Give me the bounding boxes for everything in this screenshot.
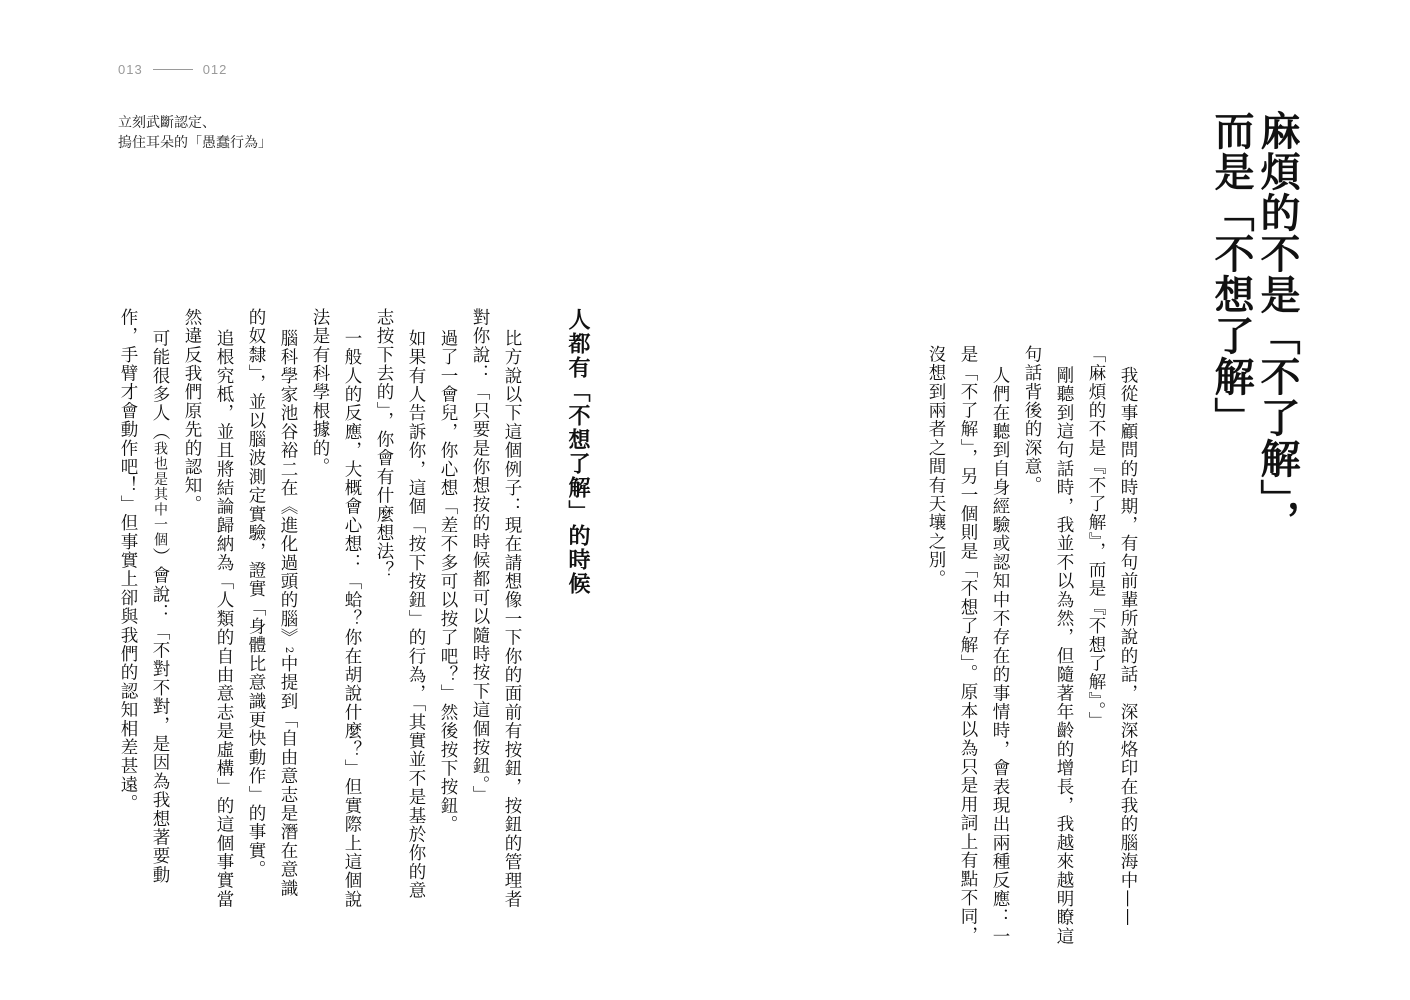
chapter-title-line-2: 而是「不想了解」: [1208, 110, 1255, 438]
body-line: 我從事顧問的時期，有句前輩所說的話，深深烙印在我的腦海中——: [1118, 366, 1138, 927]
body-line: 的奴隸」，並以腦波測定實驗，證實「身體比意識更快動作」的事實。: [246, 308, 266, 879]
page-number-rule: [153, 69, 193, 70]
running-head-line-2: 摀住耳朵的「愚蠢行為」: [118, 135, 272, 151]
chapter-title-line-1: 麻煩的不是「不了解」，: [1254, 110, 1301, 541]
body-line: 追根究柢，並且將結論歸納為「人類的自由意志是虛構」的這個事實當: [214, 329, 234, 909]
body-line: 然違反我們原先的認知。: [182, 308, 202, 514]
page-number-left: 013: [118, 62, 143, 77]
running-head-line-1: 立刻武斷認定、: [118, 115, 216, 131]
body-line: 對你說：「只要是你想按的時候都可以隨時按下這個按鈕。」: [470, 308, 490, 805]
page-number-header: [118, 62, 227, 77]
running-head: [118, 113, 272, 153]
body-line: 是「不了解」，另一個則是「不想了解」。原本以為只是用詞上有點不同，: [958, 345, 978, 945]
body-line: 人們在聽到自身經驗或認知中不存在的事情時，會表現出兩種反應：一: [990, 366, 1010, 946]
body-line: 句話背後的深意。: [1022, 345, 1042, 495]
body-line: 作，手臂才會動作吧！」但事實上卻與我們的認知相差甚遠。: [118, 308, 138, 813]
body-line: [272, 308, 304, 908]
body-text-segment: ）會說：「不對不對，是因為我想著要動: [150, 547, 170, 885]
aside-small-text: 我也是其中一個: [152, 441, 168, 548]
body-line: 過了一會兒，你心想「差不多可以按了吧？」然後按下按鈕。: [438, 329, 458, 834]
body-line: 如果有人告訴你，這個「按下按鈕」的行為，「其實並不是基於你的意: [406, 329, 426, 900]
right-body-text: [920, 345, 1144, 946]
chapter-title: [1200, 110, 1300, 710]
left-body-text: [112, 308, 528, 908]
body-line: 「麻煩的不是『不了解』，而是『不想了解』。」: [1086, 345, 1106, 731]
body-line: 比方說以下這個例子：現在請想像一下你的面前有按鈕，按鈕的管理者: [502, 329, 522, 909]
footnote-marker: 2: [283, 646, 294, 655]
body-line: 剛聽到這句話時，我並不以為然，但隨著年齡的增長，我越來越明瞭這: [1054, 366, 1074, 946]
body-line: 一般人的反應，大概會心想：「蛤？你在胡說什麼？」但實際上這個說: [342, 329, 362, 909]
body-line: 沒想到兩者之間有天壤之別。: [926, 345, 946, 589]
page-number-right: 012: [202, 62, 228, 77]
section-heading: 人都有「不想了解」的時候: [565, 308, 590, 596]
body-text-segment: 可能很多人（: [150, 329, 170, 442]
body-line: 志按下去的」，你會有什麼想法？: [374, 308, 394, 580]
body-text-segment: 腦科學家池谷裕二在《進化過頭的腦》: [278, 329, 298, 647]
body-text-segment: 中提到「自由意志是潛在意識: [278, 654, 298, 898]
body-line: [144, 308, 176, 908]
body-line: 法是有科學根據的。: [310, 308, 330, 477]
